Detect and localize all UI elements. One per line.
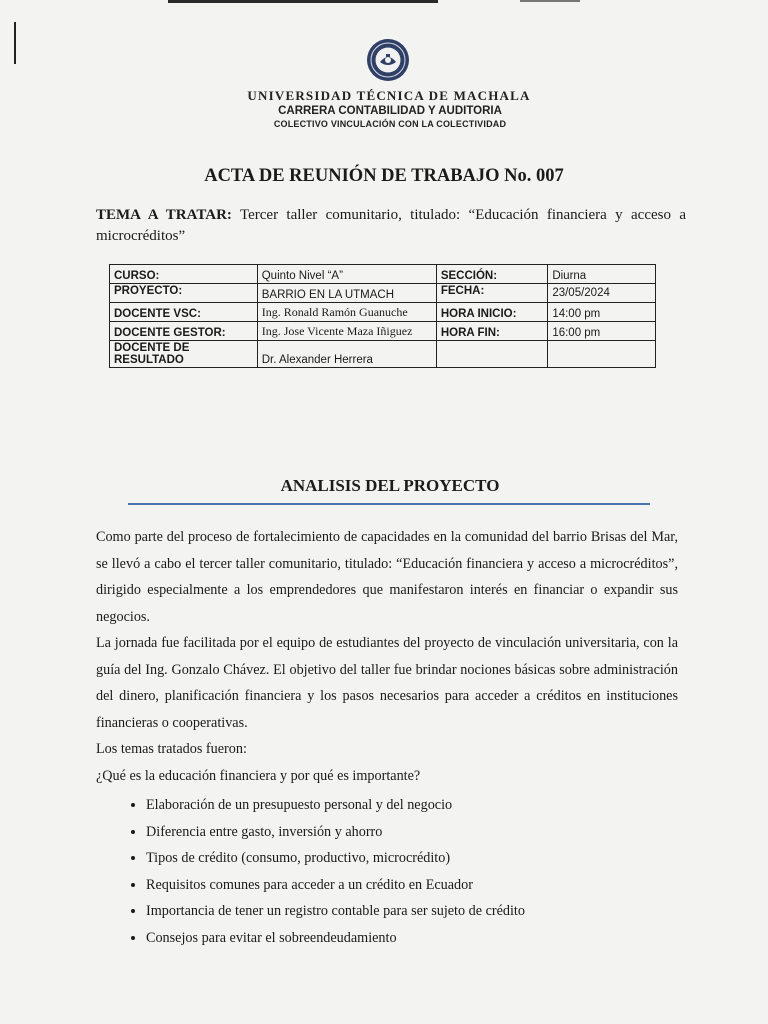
list-item: • Tipos de crédito (consumo, productivo, microcrédito) — [146, 845, 678, 872]
docente-gestor-label: DOCENTE GESTOR: — [110, 322, 258, 341]
topics-question: ¿Qué es la educación financiera y por qué es importante? — [96, 767, 421, 784]
docente-resultado-value: Dr. Alexander Herrera — [257, 341, 436, 368]
meeting-info-table — [109, 264, 656, 368]
paragraph: La jornada fue facilitada por el equipo de estudiantes del proyecto de vinculación universitaria, con la guía del Ing. Gonzalo Chávez. El objetivo del taller fue brindar nociones básicas sobre administración del dinero, planificación financiera y los pasos necesarios para acceder a créditos en instituciones financieras o cooperativas. — [96, 635, 678, 731]
table-row — [110, 303, 656, 322]
collective-name: COLECTIVO VINCULACIÓN CON LA COLECTIVIDAD — [273, 119, 507, 129]
proyecto-label: PROYECTO: — [110, 284, 258, 303]
topics-intro: Los temas tratados fueron: — [96, 741, 247, 757]
topics-list — [96, 792, 678, 951]
hora-fin-value: 16:00 pm — [548, 322, 656, 341]
topic-text: Tercer taller comunitario, titulado: “Educación financiera y acceso a microcréditos” — [96, 207, 687, 244]
empty-cell — [548, 341, 656, 368]
university-seal-logo — [366, 38, 410, 82]
fecha-label: FECHA: — [436, 284, 547, 303]
table-row — [110, 265, 656, 284]
section-title: ANALISIS DEL PROYECTO — [280, 476, 500, 495]
empty-cell — [436, 341, 547, 368]
analysis-body — [96, 524, 678, 951]
proyecto-value: BARRIO EN LA UTMACH — [257, 284, 436, 303]
fecha-value: 23/05/2024 — [548, 284, 656, 303]
hora-fin-label: HORA FIN: — [436, 322, 547, 341]
paragraph: Como parte del proceso de fortalecimiento de capacidades en la comunidad del barrio Brisas del Mar, se llevó a cabo el tercer taller comunitario, titulado: “Educación financiera y acceso a microcréditos”, dirigido especialmente a los emprendedores que manifestaron interés en financiar o expandir sus negocios. — [96, 529, 678, 625]
career-name: CARRERA CONTABILIDAD Y AUDITORIA — [278, 105, 502, 117]
list-item: • Requisitos comunes para acceder a un crédito en Ecuador — [146, 872, 678, 899]
topic-line — [96, 205, 686, 247]
curso-value: Quinto Nivel “A” — [257, 265, 436, 284]
list-item: • Importancia de tener un registro contable para ser sujeto de crédito — [146, 898, 678, 925]
table-row — [110, 322, 656, 341]
hora-inicio-label: HORA INICIO: — [436, 303, 547, 322]
university-name: UNIVERSIDAD TÉCNICA DE MACHALA — [247, 88, 531, 103]
seccion-label: SECCIÓN: — [436, 265, 547, 284]
docente-vsc-value: Ing. Ronald Ramón Guanuche — [257, 303, 436, 322]
section-divider — [128, 503, 650, 505]
scan-edge-mark-secondary — [520, 0, 580, 2]
seccion-value: Diurna — [548, 265, 656, 284]
scan-edge-mark — [168, 0, 438, 3]
docente-vsc-label: DOCENTE VSC: — [110, 303, 258, 322]
list-item: • Elaboración de un presupuesto personal y del negocio — [146, 792, 678, 819]
scan-margin-mark — [14, 22, 16, 64]
list-item: • Diferencia entre gasto, inversión y ahorro — [146, 819, 678, 846]
docente-resultado-label: DOCENTE DE RESULTADO — [110, 341, 258, 368]
topic-label: TEMA A TRATAR: — [96, 207, 232, 223]
list-item: • Consejos para evitar el sobreendeudamiento — [146, 925, 678, 952]
table-row — [110, 284, 656, 303]
docente-gestor-value: Ing. Jose Vicente Maza Iñiguez — [257, 322, 436, 341]
curso-label: CURSO: — [110, 265, 258, 284]
hora-inicio-value: 14:00 pm — [548, 303, 656, 322]
university-header — [0, 88, 768, 129]
document-title: ACTA DE REUNIÓN DE TRABAJO No. 007 — [204, 166, 564, 186]
table-row — [110, 341, 656, 368]
